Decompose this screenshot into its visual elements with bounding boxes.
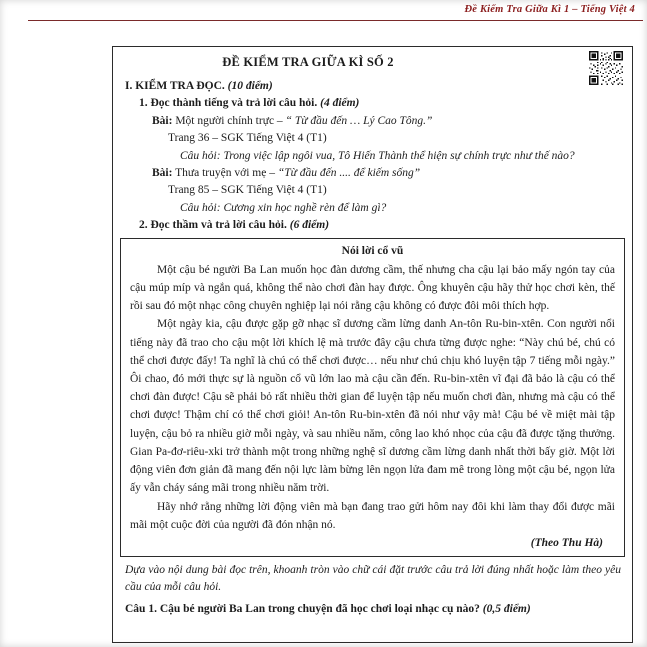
reading-label: Bài:: [152, 167, 173, 180]
part1-heading-line: [139, 95, 621, 112]
page-header: [465, 4, 636, 15]
section1-heading: I. KIỂM TRA ĐỌC.: [125, 80, 225, 92]
question-label: Câu hỏi:: [180, 201, 221, 214]
question-1-label: Câu 1.: [125, 603, 157, 616]
reading-title-line: [152, 113, 621, 130]
exam-title: ĐỀ KIỂM TRA GIỮA KÌ SỐ 2: [222, 55, 394, 69]
reading-name: Một người chính trực: [175, 114, 275, 127]
reading-name: Thưa truyện với mẹ: [175, 167, 267, 180]
reading-range: – “ Từ đầu đến … Lý Cao Tông.”: [276, 114, 433, 127]
reading-title-line: [152, 165, 621, 182]
part2-heading: 2. Đọc thầm và trả lời câu hỏi.: [139, 219, 287, 232]
part2-heading-line: [139, 217, 621, 234]
question-1-text: Cậu bé người Ba Lan trong chuyện đã học chơi loại nhạc cụ nào?: [159, 603, 480, 616]
reading-question-line: [180, 200, 621, 217]
header-divider: [28, 20, 643, 21]
exam-box: [112, 46, 633, 643]
reading-passage-box: [120, 238, 625, 557]
story-paragraph: Một ngày kia, cậu được gặp gỡ nhạc sĩ dương cầm lừng danh An-tôn Ru-bin-xtên. Con người nổi tiếng này đã trao cho cậu một lời khích lệ mà trước đây cậu chưa từng được nghe: “Này chú bé, chú có thể chơi được đấy! Ta nghĩ là chú có thể chơi được… nếu như chú chịu khó luyện tập 7 tiếng mỗi ngày.” Ôi chao, đó mới thực sự là nguồn cổ vũ lớn lao mà cậu cần đến. Ru-bin-xtên vĩ đại đã bảo là cậu có thể chơi đàn được! Cậu sẽ phải bỏ rất nhiều thời gian để luyện tập nếu muốn chơi đàn, nhưng mà cậu có thể chơi được! Thậm chí có thể chơi giỏi! An-tôn Ru-bin-xtên đã nói như vậy mà! Cậu bé về miệt mài tập luyện, cậu bỏ ra nhiều giờ mỗi ngày, và sau nhiều năm, công lao khó nhọc của cậu đã được tặng thưởng. Gian Pa-đơ-riêu-xki trở thành một trong những nghệ sĩ dương cầm lừng danh nhất thời bấy giờ. Một lời động viên đơn giản đã mang đến nội lực làm bừng lên ngọn lửa đam mê trong lòng một cậu bé, ngọn lửa ấy vẫn cháy sáng mãi trong nhiều năm trời.: [130, 318, 615, 495]
question-label: Câu hỏi:: [180, 149, 221, 162]
question-1-points: (0,5 điểm): [482, 603, 531, 616]
book-header-title: Đề Kiểm Tra Giữa Kì 1 – Tiếng Việt 4: [464, 4, 635, 15]
section1-heading-line: [125, 78, 621, 95]
reading-page: Trang 36 – SGK Tiếng Việt 4 (T1): [168, 132, 327, 145]
question-text: Trong việc lập ngôi vua, Tô Hiến Thành thể hiện sự chính trực như thế nào?: [223, 149, 575, 162]
reading-question-line: [180, 148, 621, 165]
passage-title: Nói lời cổ vũ: [341, 244, 404, 257]
reading-item: [125, 165, 621, 217]
reading-range: – “Từ đầu đến .... để kiếm sống”: [269, 167, 421, 180]
reading-label: Bài:: [152, 114, 173, 127]
story-paragraph: Hãy nhớ rằng những lời động viên mà bạn đang trao gửi hôm nay đôi khi làm thay đổi được mãi mãi một cuộc đời của người đã đón nhận nó.: [130, 500, 615, 531]
question-text: Cương xin học nghề rèn để làm gì?: [223, 201, 387, 214]
reading-page: Trang 85 – SGK Tiếng Việt 4 (T1): [168, 184, 327, 197]
section1-points: (10 điểm): [227, 80, 273, 92]
story-paragraph: Một cậu bé người Ba Lan muốn học đàn dương cầm, thế nhưng cha cậu lại bảo mấy ngón tay của cậu múp míp và ngắn quá, không thể nào chơi đàn hay được. Ông khuyên cậu hãy thử học chơi kèn, thế rồi sau đó một nhạc công chuyên nghiệp lại nói rằng cậu không có được đôi môi thích hợp.: [130, 263, 615, 313]
part1-points: (4 điểm): [320, 97, 360, 110]
part1-heading: 1. Đọc thành tiếng và trả lời câu hỏi.: [139, 97, 318, 110]
qr-code-icon: [589, 51, 623, 85]
passage-attribution: (Theo Thu Hà): [530, 536, 603, 549]
part2-points: (6 điểm): [289, 219, 330, 232]
reading-item: [125, 113, 621, 165]
answer-instruction: Dựa vào nội dung bài đọc trên, khoanh tròn vào chữ cái đặt trước câu trả lời đúng nhất hoặc làm theo yêu cầu của mỗi câu hỏi.: [125, 564, 621, 594]
question-1-line: [125, 601, 621, 618]
